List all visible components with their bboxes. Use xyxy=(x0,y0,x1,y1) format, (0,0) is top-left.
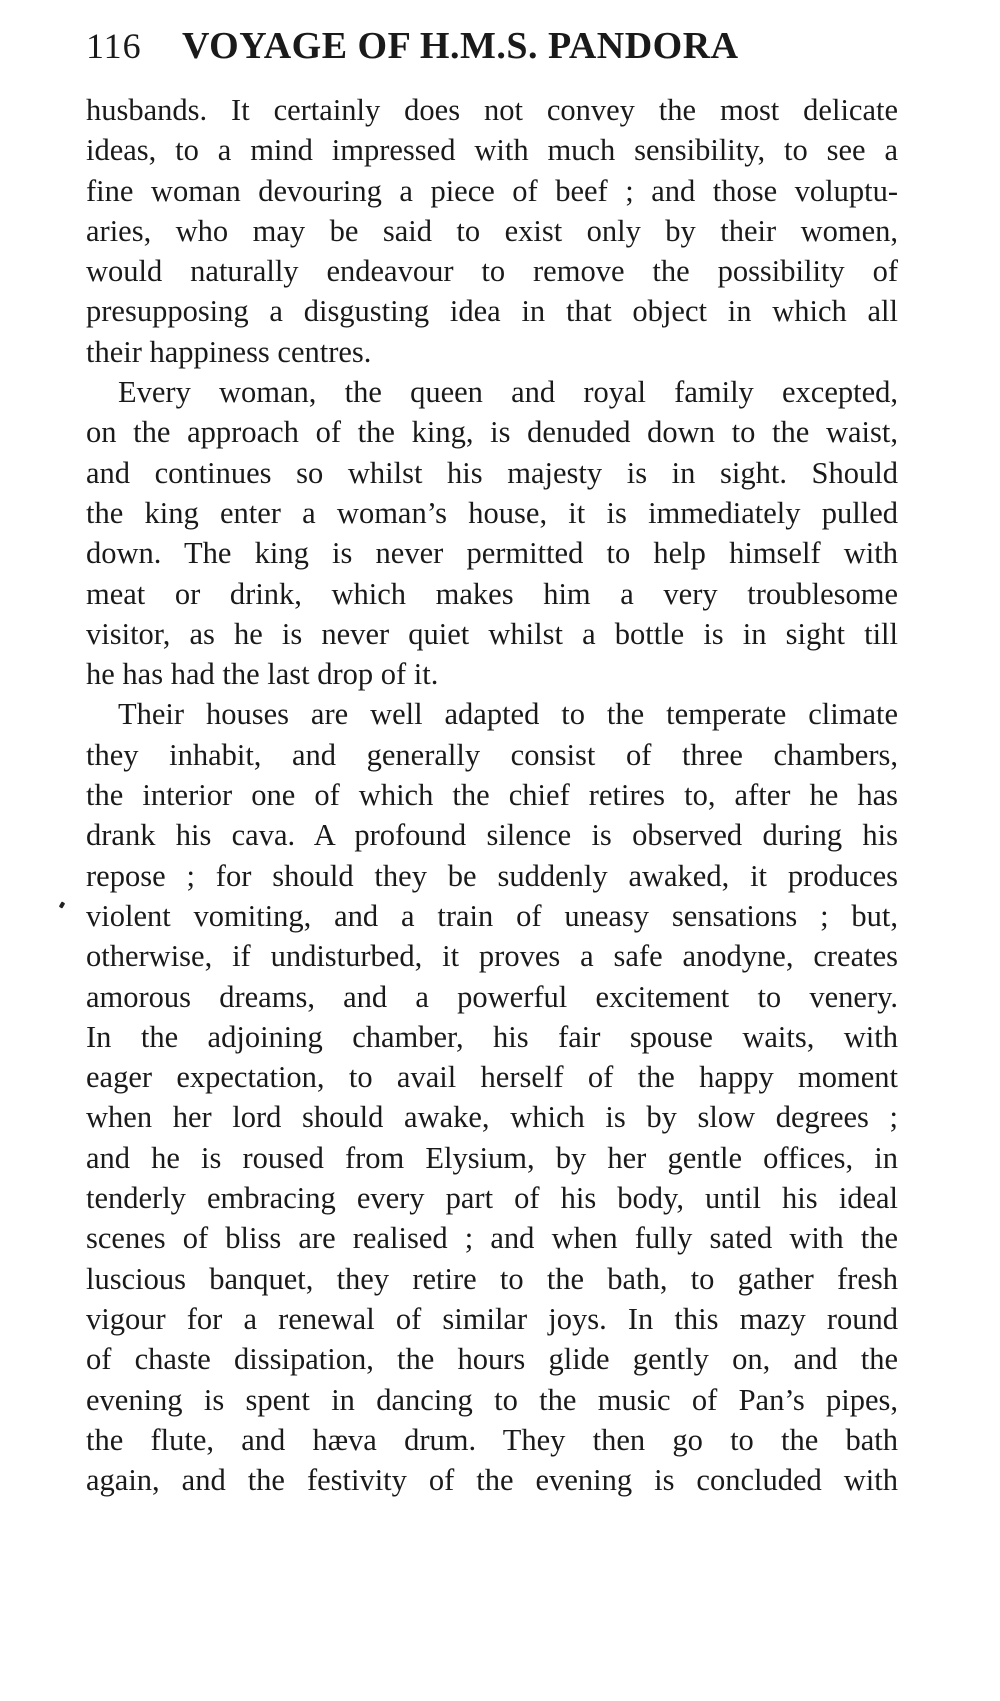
book-page xyxy=(86,24,898,1500)
text-line: when her lord should awake, which is by slow degrees ; xyxy=(86,1100,898,1135)
text-line: visitor, as he is never quiet whilst a bottle is in sight till xyxy=(86,616,898,651)
text-line: tenderly embracing every part of his body, until his ideal xyxy=(86,1181,898,1216)
running-title: VOYAGE OF H.M.S. PANDORA xyxy=(182,25,739,67)
text-line: and continues so whilst his majesty is in sight. Should xyxy=(86,455,898,490)
text-line: drank his cava. A profound silence is observed during his xyxy=(86,818,898,853)
text-line: evening is spent in dancing to the music of Pan’s pipes, xyxy=(86,1382,898,1417)
text-line: eager expectation, to avail herself of the happy moment xyxy=(86,1060,898,1095)
text-line: would naturally endeavour to remove the possibility of xyxy=(86,254,898,289)
text-line: the king enter a woman’s house, it is immediately pulled xyxy=(86,495,898,530)
running-head xyxy=(86,24,898,86)
text-line: they inhabit, and generally consist of three chambers, xyxy=(86,737,898,772)
text-line: of chaste dissipation, the hours glide gently on, and the xyxy=(86,1342,898,1377)
text-line: vigour for a renewal of similar joys. In this mazy round xyxy=(86,1301,898,1336)
ink-speck xyxy=(59,901,65,908)
text-line: luscious banquet, they retire to the bath, to gather fresh xyxy=(86,1261,898,1296)
text-line: fine woman devouring a piece of beef ; and those voluptu- xyxy=(86,173,898,208)
text-line: meat or drink, which makes him a very troublesome xyxy=(86,576,898,611)
text-line: scenes of bliss are realised ; and when fully sated with the xyxy=(86,1221,898,1256)
text-line: Their houses are well adapted to the temperate climate xyxy=(118,697,898,732)
text-line: on the approach of the king, is denuded down to the waist, xyxy=(86,415,898,450)
text-line: he has had the last drop of it. xyxy=(86,657,439,692)
text-line: Every woman, the queen and royal family excepted, xyxy=(118,375,898,410)
text-line: repose ; for should they be suddenly awaked, it produces xyxy=(86,858,898,893)
paragraph-3 xyxy=(86,694,898,1500)
text-line: otherwise, if undisturbed, it proves a safe anodyne, creates xyxy=(86,939,898,974)
text-line: down. The king is never permitted to help himself with xyxy=(86,536,898,571)
text-line: the interior one of which the chief retires to, after he has xyxy=(86,778,898,813)
paragraph-1 xyxy=(86,90,898,372)
text-line: violent vomiting, and a train of uneasy sensations ; but, xyxy=(86,898,898,933)
text-line: husbands. It certainly does not convey the most delicate xyxy=(86,93,898,127)
text-line: In the adjoining chamber, his fair spouse waits, with xyxy=(86,1019,898,1054)
paragraph-2 xyxy=(86,372,898,694)
text-line: again, and the festivity of the evening is concluded with xyxy=(86,1463,898,1498)
text-line: presupposing a disgusting idea in that object in which all xyxy=(86,294,898,329)
text-line: aries, who may be said to exist only by their women, xyxy=(86,213,898,248)
page-number: 116 xyxy=(86,26,142,66)
text-line: the flute, and hæva drum. They then go to the bath xyxy=(86,1422,898,1457)
text-line: their happiness centres. xyxy=(86,334,372,369)
body-text xyxy=(86,90,898,1500)
text-line: ideas, to a mind impressed with much sensibility, to see a xyxy=(86,133,898,168)
text-line: and he is roused from Elysium, by her gentle offices, in xyxy=(86,1140,898,1175)
text-line: amorous dreams, and a powerful excitement to venery. xyxy=(86,979,898,1014)
